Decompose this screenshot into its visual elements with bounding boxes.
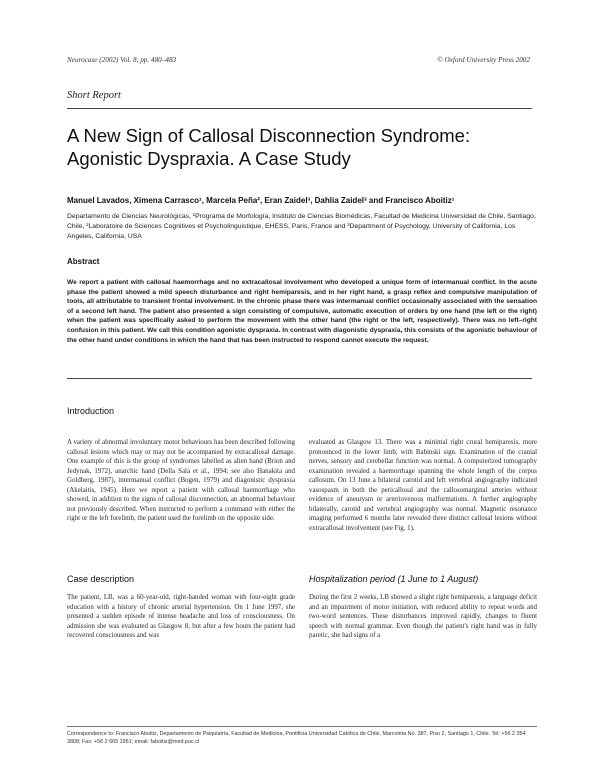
introduction-text: A variety of abnormal involuntary motor behaviours has been described following callosal lesions which may or may not be accompanied by extracallosal damage. One example of this is the group of syndromes labelled as alien hand (Brion and Jedynak, 1972), anarchic hand (Della Sala et al., 1994; see also Hanakita and Goldberg, 1987), intermanual conflict (Bogen, 1979) and diagonistic dyspraxia (Akelaitis, 1945). Here we report a patient with callosal haemorrhage who showed, in addition to the signs of callosal disconnection, an abnormal behaviour not previously described. When instructed to perform a command with either the right or the left forelimb, the patient used the forelimb on the opposite side. [67, 439, 295, 522]
correspondence-footnote: Correspondence to: Francisco Aboitiz, Departamento de Psiquiatría, Facultad de Medicina, Pontificia Universidad Católica de Chile, Marcoleta No. 387, Piso 2, Santiago 1, Chile. Tel: +56 2 354 3808; Fax: +56 2 665 1951; email: faboitiz@med.puc.cl [67, 731, 526, 745]
introduction-heading: Introduction [67, 406, 115, 416]
section-type: Short Report [67, 90, 121, 101]
clinical-course-text: evaluated as Glasgow 13. There was a minimal right crural hemiparesis, more pronounced in the lower limb, with Babinski sign. Examination of the cranial nerves, sensory and cerebellar function was normal. A computerized tomography examination revealed a haemorrhage spanning the whole length of the corpus callosum. On 13 June a bilateral carotid and left vertebral angiography indicated vasospasm in both the pericallosal and the callosomarginal arteries without evidence of aneurysm or arteriovenous malformations. A further angiography bilaterally, carotid and vertebral angiography was normal. Magnetic resonance imaging performed 6 months later revealed three distinct callosal lesions without extracallosal involvement (see Fig. 1). [309, 439, 537, 532]
hospitalization-text: During the first 2 weeks, LB showed a slight right hemiparesis, a language deficit and an impairment of motor initiation, with reduced ability to repeat words and two-word sentences. These disturbances improved rapidly, changes to fluent speech with normal grammar. Even though the patient's right hand was in fully paretic, she had signs of a [309, 594, 537, 639]
abstract-rule [67, 378, 532, 379]
abstract-heading: Abstract [67, 257, 100, 266]
abstract-text: We report a patient with callosal haemorrhage and no extracallosal involvement who developed a unique form of intermanual conflict. In the acute phase the patient showed a mild speech disturbance and right hemiparesis, and in her right hand, a grasp reflex and compulsive manipulation of tools, all attributable to transient frontal involvement. In the chronic phase there was intermanual conflict occasionally associated with the sensation of a second left hand. The patient also presented a sign consisting of compulsive, automatic execution of orders by one hand (the left or the right) when the patient was specifically asked to perform the movement with the other hand (the right or the left, respectively). There was no left–right confusion in this patient. We call this condition agonistic dyspraxia. In contrast with diagonistic dyspraxia, this consists of the agonistic behaviour of the other hand under conditions in which the hand that has been instructed to respond cannot execute the request. [67, 279, 537, 344]
journal-citation: Neurocase (2002) Vol. 8, pp. 480–483 [67, 56, 177, 64]
copyright-notice: © Oxford University Press 2002 [437, 56, 530, 64]
case-description-text: The patient, LB, was a 60-year-old, right-handed woman with four-eight grade education with a history of chronic arterial hypertension. On 1 June 1997, she presented a sudden episode of intense headache and loss of consciousness. On admission she was evaluated as Glasgow 8, but after a few hours the patient had recovered consciousness and was [67, 594, 295, 639]
header-rule [67, 108, 532, 109]
hospitalization-heading: Hospitalization period (1 June to 1 August) [309, 574, 479, 584]
affiliations: Departamento de Ciencias Neurológicas, ¹Programa de Morfología, Instituto de Ciencias Biomédicas, Facultad de Medicina Universidad de Chile, Santiago, Chile, ²Laboratoire de Sciences Cognitives et Psycholinguistique, EHESS, Paris, France and ³Department of Psychology, University of California, Los Angeles, California, USA [67, 213, 536, 240]
footnote-rule [67, 726, 537, 727]
paper-title: A New Sign of Callosal Disconnection Syndrome: Agonistic Dyspraxia. A Case Study [67, 125, 471, 169]
case-description-heading: Case description [67, 574, 135, 584]
author-list: Manuel Lavados, Ximena Carrasco¹, Marcela Peña², Eran Zaidel³, Dahlia Zaidel³ and Francisco Aboitiz¹ [67, 196, 455, 205]
